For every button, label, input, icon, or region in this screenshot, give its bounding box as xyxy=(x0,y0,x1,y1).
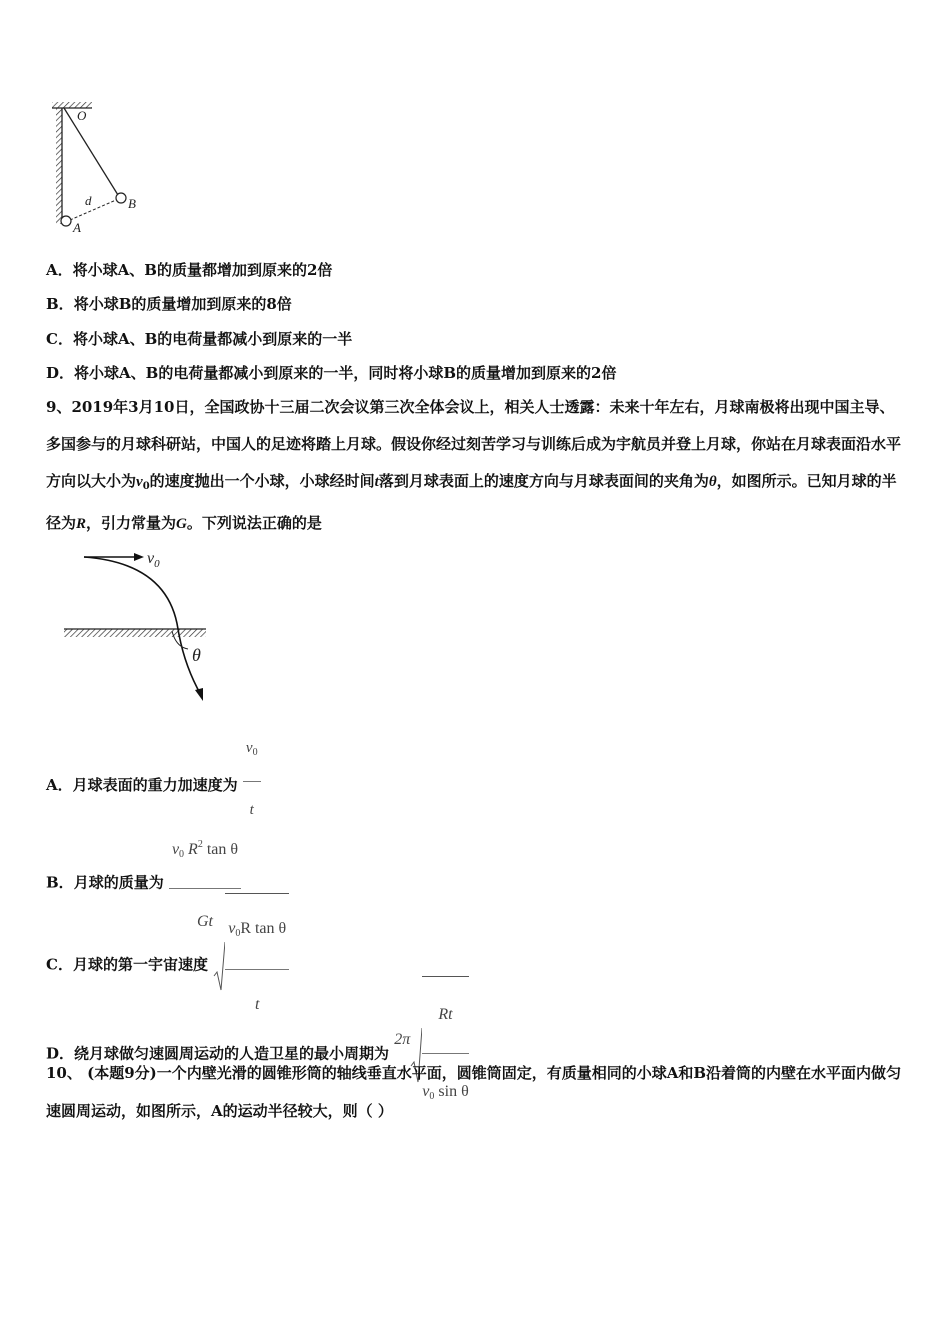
distance-d xyxy=(70,200,116,220)
figure-projectile xyxy=(60,545,220,710)
q10-stem: 10、 (本题9分)一个内壁光滑的圆锥形筒的轴线垂直水平面，圆锥筒固定，有质量相同的小球A和B沿着筒的内壁在水平面内做匀速圆周运动，如图所示，A的运动半径较大，则（ ） xyxy=(46,1064,902,1120)
q9-option-c: C．月球的第一宇宙速度 $\frac{v_0R \tan \theta}{t}$ xyxy=(46,893,289,1038)
figure-pendulum xyxy=(50,98,150,236)
wall-hatch xyxy=(56,108,62,224)
q9-stem: 9、2019年3月10日，全国政协十三届二次会议第三次全体会议上，相关人士透露：未来十年左右，月球南极将出现中国主导、多国参与的月球科研站，中国人的足迹将踏上月球。假设你经过刻苦学习与训练后成为宇航员并登上月球，你站在月球表面沿水平方向以大小为$v_0$的速度抛出一个小球，小球经时间t落到月球表面上的速度方向与月球表面间的夹角为θ，如图所示。已知月球的半径为R，引力常量为G。下列说法正确的是 xyxy=(46,398,902,532)
q9-number: 9、 xyxy=(46,398,72,416)
q9-option-d: D．绕月球做匀速圆周运动的人造卫星的最小周期为 2π $\frac{Rt}{v_0 \sin \theta}$ xyxy=(46,976,469,1133)
ball-B xyxy=(116,193,126,203)
label-v0: $v_0$ xyxy=(147,550,160,570)
label-O: O xyxy=(77,108,87,123)
q8-option-b: B．将小球B的质量增加到原来的8倍 xyxy=(46,295,292,313)
trajectory xyxy=(84,557,201,695)
label-d: d xyxy=(85,193,92,208)
label-A: A xyxy=(73,220,81,235)
formula-b: $\frac{v_0 R^2 \tan \theta}{Gt}$ xyxy=(169,814,241,953)
sqrt-c: $\frac{v_0R \tan \theta}{t}$ xyxy=(213,893,289,1038)
label-theta: θ xyxy=(192,645,201,665)
q8-option-d: D．将小球A、B的电荷量都减小到原来的一半，同时将小球B的质量增加到原来的2倍 xyxy=(46,364,617,382)
ground-hatch xyxy=(64,629,206,637)
q8-option-c: C．将小球A、B的电荷量都减小到原来的一半 xyxy=(46,330,353,348)
string-OB xyxy=(64,108,118,195)
formula-d: 2π $\frac{Rt}{v_0 \sin \theta}$ xyxy=(394,976,468,1133)
q9-option-a: A．月球表面的重力加速度为 $\frac{v_0}{t}$ xyxy=(46,736,261,836)
formula-a: $\frac{v_0}{t}$ xyxy=(243,722,261,836)
q10-number: 10、 xyxy=(46,1064,82,1082)
label-B: B xyxy=(128,196,136,211)
q9-option-b: B．月球的质量为 $\frac{v_0 R^2 \tan \theta}{Gt}$ xyxy=(46,814,241,953)
q8-option-a: A．将小球A、B的质量都增加到原来的2倍 xyxy=(46,261,333,279)
ball-A xyxy=(61,216,71,226)
